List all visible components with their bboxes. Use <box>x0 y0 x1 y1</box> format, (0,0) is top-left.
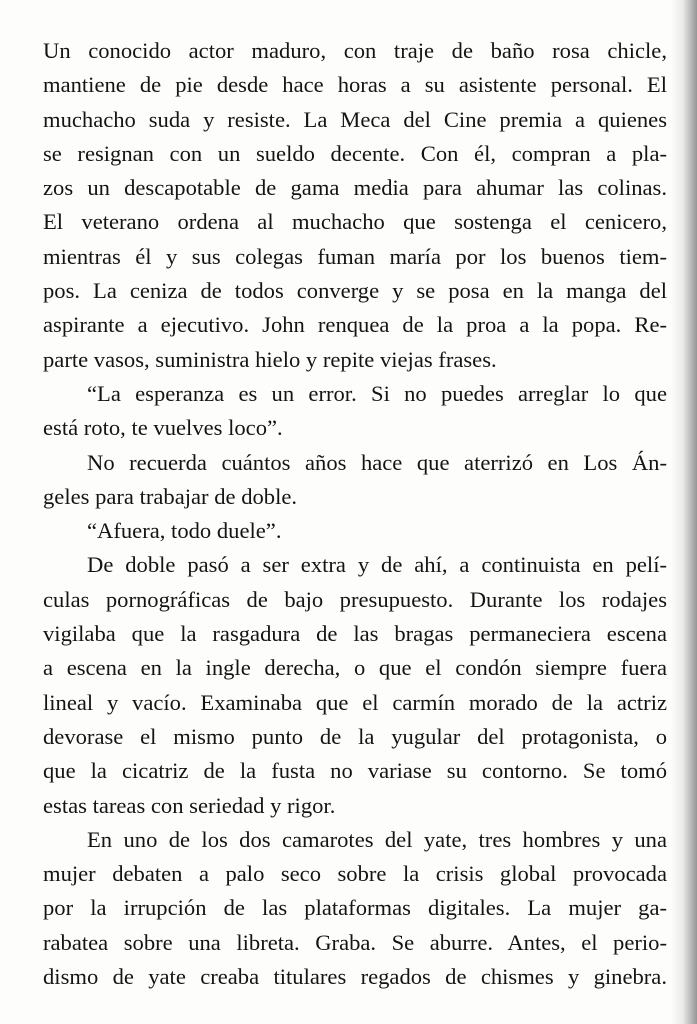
text-line: por la irrupción de las plataformas digitales. La mujer ga- <box>43 895 667 921</box>
text-line: a escena en la ingle derecha, o que el condón siempre fuera <box>43 655 667 681</box>
text-line: mientras él y sus colegas fuman maría por los buenos tiem- <box>43 243 667 269</box>
text-line: dismo de yate creaba titulares regados de chismes y ginebra. <box>43 964 667 990</box>
text-line: lineal y vacío. Examinaba que el carmín morado de la actriz <box>43 689 667 715</box>
text-line: culas pornográficas de bajo presupuesto. Durante los rodajes <box>43 586 667 612</box>
text-line: El veterano ordena al muchacho que sostenga el cenicero, <box>43 209 667 235</box>
text-line: que la cicatriz de la fusta no variase su contorno. Se tomó <box>43 758 667 784</box>
text-line: devorase el mismo punto de la yugular del protagonista, o <box>43 723 667 749</box>
text-line: En uno de los dos camarotes del yate, tres hombres y una <box>87 826 667 852</box>
text-line: Un conocido actor maduro, con traje de baño rosa chicle, <box>43 38 667 63</box>
text-line: mujer debaten a palo seco sobre la crisis global provocada <box>43 861 667 887</box>
page-gutter-shadow <box>671 0 697 1024</box>
text-line: De doble pasó a ser extra y de ahí, a continuista en pelí- <box>87 552 667 578</box>
text-line: rabatea sobre una libreta. Graba. Se aburre. Antes, el perio- <box>43 929 667 955</box>
text-line: se resignan con un sueldo decente. Con él, compran a pla- <box>43 140 667 166</box>
text-line: está roto, te vuelves loco”. <box>43 415 283 441</box>
text-line: estas tareas con seriedad y rigor. <box>43 792 336 818</box>
text-line: “La esperanza es un error. Si no puedes arreglar lo que <box>87 380 667 406</box>
text-line: aspirante a ejecutivo. John renquea de la proa a la popa. Re- <box>43 312 667 338</box>
body-text <box>43 34 667 994</box>
text-line: parte vasos, suministra hielo y repite viejas frases. <box>43 346 497 372</box>
text-line: No recuerda cuántos años hace que aterrizó en Los Án- <box>87 449 667 475</box>
text-line: vigilaba que la rasgadura de las bragas permaneciera escena <box>43 621 667 647</box>
text-line: “Afuera, todo duele”. <box>87 518 282 544</box>
text-line: pos. La ceniza de todos converge y se posa en la manga del <box>43 278 667 304</box>
text-line: muchacho suda y resiste. La Meca del Cine premia a quienes <box>43 106 667 132</box>
text-line: geles para trabajar de doble. <box>43 483 298 509</box>
text-line: mantiene de pie desde hace horas a su asistente personal. El <box>43 72 667 98</box>
text-line: zos un descapotable de gama media para ahumar las colinas. <box>43 175 667 201</box>
